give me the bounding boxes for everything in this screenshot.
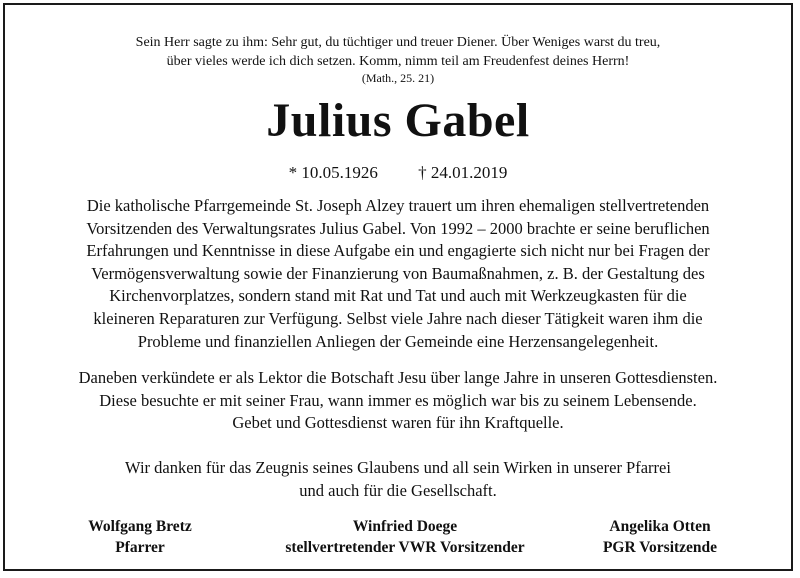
text-line: Gebet und Gottesdienst waren für ihn Kraftquelle. — [232, 413, 564, 433]
signatory-name: Winfried Doege — [352, 518, 458, 535]
text-line: Daneben verkündete er als Lektor die Botschaft Jesu über lange Jahre in unseren Gottesdiensten. — [78, 368, 718, 388]
signatory — [585, 516, 735, 558]
bible-verse — [5, 33, 791, 86]
text-line: Diese besuchte er mit seiner Frau, wann immer es möglich war bis zu seinem Lebensende. — [99, 390, 697, 410]
text-line: Vorsitzenden des Verwaltungsrates Julius Gabel. Von 1992 – 2000 brachte er seine beruflichen — [86, 218, 710, 238]
verse-line: über vieles werde ich dich setzen. Komm, nimm teil am Freudenfest deines Herrn! — [166, 54, 630, 69]
death-date: † 24.01.2019 — [418, 163, 508, 182]
signatory-role: stellvertretender VWR Vorsitzender — [285, 539, 525, 556]
signatory-name: Wolfgang Bretz — [88, 518, 192, 535]
signatory — [235, 516, 575, 558]
text-line: Kirchenvorplatzes, sondern stand mit Rat und Tat und auch mit Werkzeugkasten für die — [109, 286, 687, 306]
verse-reference: (Math., 25. 21) — [361, 71, 435, 85]
signatory-role: Pfarrer — [115, 539, 165, 556]
signatory-role: PGR Vorsitzende — [602, 539, 718, 556]
obituary-frame — [3, 3, 793, 571]
birth-date: * 10.05.1926 — [288, 163, 378, 182]
life-dates — [5, 162, 791, 184]
paragraph — [15, 195, 781, 353]
verse-line: Sein Herr sagte zu ihm: Sehr gut, du tüchtiger und treuer Diener. Über Weniges warst du treu, — [135, 35, 661, 50]
text-line: Vermögensverwaltung sowie der Finanzierung von Baumaßnahmen, z. B. der Gestaltung des — [91, 263, 705, 283]
text-line: Probleme und finanziellen Anliegen der Gemeinde eine Herzensangelegenheit. — [137, 331, 659, 351]
signatory — [65, 516, 215, 558]
paragraph — [15, 457, 781, 502]
deceased-name: Julius Gabel — [266, 94, 530, 147]
obituary-text — [15, 195, 781, 516]
text-line: kleineren Reparaturen zur Verfügung. Selbst viele Jahre nach dieser Tätigkeit waren ihm die — [93, 308, 703, 328]
text-line: Erfahrungen und Kenntnisse in diese Aufgabe ein und engagierte sich nicht nur bei Fragen der — [86, 241, 710, 261]
paragraph — [15, 367, 781, 435]
text-line: Die katholische Pfarrgemeinde St. Joseph Alzey trauert um ihren ehemaligen stellvertretenden — [86, 196, 710, 215]
text-line: Wir danken für das Zeugnis seines Glaubens und all sein Wirken in unserer Pfarrei — [125, 457, 671, 477]
signatory-name: Angelika Otten — [609, 518, 711, 535]
text-line: und auch für die Gesellschaft. — [299, 480, 497, 500]
